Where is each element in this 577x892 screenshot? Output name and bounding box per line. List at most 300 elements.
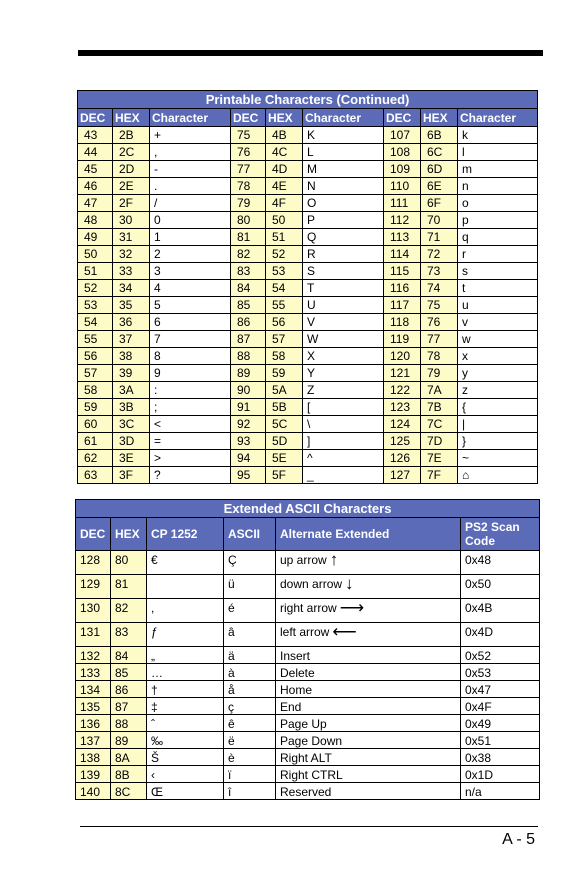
table-row — [78, 348, 538, 365]
cell-hex: 54 — [266, 280, 303, 297]
table-row — [78, 263, 538, 280]
table-row — [78, 161, 538, 178]
cell-dec: 108 — [384, 144, 421, 161]
cell-dec: 51 — [78, 263, 113, 280]
cell-char: q — [458, 229, 538, 246]
cell-char: / — [150, 195, 231, 212]
cell-char: 6 — [150, 314, 231, 331]
cell-dec: 79 — [231, 195, 266, 212]
table-row — [76, 647, 540, 664]
cell-char: r — [458, 246, 538, 263]
cell-hex: 3E — [113, 450, 150, 467]
cell-char: | — [458, 416, 538, 433]
cell-hex: 4E — [266, 178, 303, 195]
cell-dec: 55 — [78, 331, 113, 348]
top-rule — [78, 50, 543, 56]
cell-dec: 111 — [384, 195, 421, 212]
cell-hex: 82 — [111, 599, 147, 623]
cell-dec: 59 — [78, 399, 113, 416]
cell-hex: 8B — [111, 766, 147, 783]
cell-hex: 32 — [113, 246, 150, 263]
cell-dec: 88 — [231, 348, 266, 365]
cell-char: v — [458, 314, 538, 331]
cell-ps2: 0x50 — [461, 575, 540, 599]
table-row — [78, 450, 538, 467]
cell-ascii: ê — [224, 715, 276, 732]
cell-hex: 83 — [111, 623, 147, 647]
cell-dec: 62 — [78, 450, 113, 467]
arrow-icon: ↓ — [345, 574, 354, 593]
cell-ps2: 0x49 — [461, 715, 540, 732]
cell-hex: 85 — [111, 664, 147, 681]
cell-char: 9 — [150, 365, 231, 382]
cell-ascii: ü — [224, 575, 276, 599]
cell-alt — [276, 783, 461, 800]
cell-hex: 70 — [421, 212, 458, 229]
cell-char: + — [150, 127, 231, 144]
cell-cp1252: ‹ — [147, 766, 224, 783]
cell-dec: 49 — [78, 229, 113, 246]
cell-dec: 93 — [231, 433, 266, 450]
table-row — [76, 749, 540, 766]
cell-hex: 59 — [266, 365, 303, 382]
column-header-dec: DEC — [78, 109, 113, 127]
cell-hex: 5E — [266, 450, 303, 467]
cell-char: 1 — [150, 229, 231, 246]
cell-dec: 44 — [78, 144, 113, 161]
cell-dec: 56 — [78, 348, 113, 365]
alternate-extended-label: Home — [280, 683, 313, 697]
cell-ps2: 0x4F — [461, 698, 540, 715]
cell-dec: 46 — [78, 178, 113, 195]
alternate-extended-label: Right CTRL — [280, 768, 343, 782]
arrow-icon: ⟵ — [332, 622, 357, 641]
cell-alt — [276, 732, 461, 749]
column-header-hex: HEX — [266, 109, 303, 127]
cell-char: M — [303, 161, 384, 178]
column-header-alternate-extended: Alternate Extended — [276, 518, 461, 551]
cell-alt — [276, 599, 461, 623]
cell-dec: 117 — [384, 297, 421, 314]
cell-ps2: 0x52 — [461, 647, 540, 664]
table-row — [78, 416, 538, 433]
cell-cp1252: ‰ — [147, 732, 224, 749]
cell-char: X — [303, 348, 384, 365]
cell-alt — [276, 623, 461, 647]
cell-hex: 71 — [421, 229, 458, 246]
cell-hex: 84 — [111, 647, 147, 664]
cell-hex: 3A — [113, 382, 150, 399]
cell-ps2: 0x4B — [461, 599, 540, 623]
cell-hex: 7D — [421, 433, 458, 450]
column-header-hex: HEX — [421, 109, 458, 127]
cell-cp1252: € — [147, 551, 224, 575]
table-row — [78, 178, 538, 195]
cell-dec: 127 — [384, 467, 421, 484]
cell-hex: 36 — [113, 314, 150, 331]
cell-hex: 78 — [421, 348, 458, 365]
cell-ascii: î — [224, 783, 276, 800]
cell-dec: 82 — [231, 246, 266, 263]
column-header-cp1252: CP 1252 — [147, 518, 224, 551]
cell-hex: 53 — [266, 263, 303, 280]
cell-dec: 126 — [384, 450, 421, 467]
cell-cp1252: Œ — [147, 783, 224, 800]
cell-char: y — [458, 365, 538, 382]
cell-hex: 5D — [266, 433, 303, 450]
cell-char: n — [458, 178, 538, 195]
cell-hex: 37 — [113, 331, 150, 348]
cell-char: _ — [303, 467, 384, 484]
cell-ps2: 0x1D — [461, 766, 540, 783]
alternate-extended-label: End — [280, 700, 302, 714]
cell-dec: 89 — [231, 365, 266, 382]
cell-char: t — [458, 280, 538, 297]
cell-char: [ — [303, 399, 384, 416]
extended-ascii-table — [75, 499, 540, 800]
cell-hex: 5A — [266, 382, 303, 399]
cell-char: : — [150, 382, 231, 399]
cell-dec: 54 — [78, 314, 113, 331]
alternate-extended-label: left arrow — [280, 625, 330, 639]
alternate-extended-label: Page Up — [280, 717, 327, 731]
cell-dec: 120 — [384, 348, 421, 365]
cell-char: 7 — [150, 331, 231, 348]
table-row — [78, 229, 538, 246]
cell-char: 0 — [150, 212, 231, 229]
cell-char: Y — [303, 365, 384, 382]
cell-hex: 2B — [113, 127, 150, 144]
cell-char: < — [150, 416, 231, 433]
column-header-ascii: ASCII — [224, 518, 276, 551]
cell-ps2: 0x48 — [461, 551, 540, 575]
cell-hex: 89 — [111, 732, 147, 749]
cell-hex: 7A — [421, 382, 458, 399]
table-row — [76, 766, 540, 783]
cell-dec: 77 — [231, 161, 266, 178]
cell-ascii: Ç — [224, 551, 276, 575]
cell-ps2: n/a — [461, 783, 540, 800]
table-row — [76, 623, 540, 647]
cell-char: 4 — [150, 280, 231, 297]
cell-alt — [276, 551, 461, 575]
cell-cp1252: Š — [147, 749, 224, 766]
cell-hex: 3F — [113, 467, 150, 484]
cell-char: S — [303, 263, 384, 280]
cell-hex: 4C — [266, 144, 303, 161]
column-header-hex: HEX — [113, 109, 150, 127]
cell-hex: 7C — [421, 416, 458, 433]
cell-hex: 88 — [111, 715, 147, 732]
cell-dec: 128 — [76, 551, 111, 575]
cell-char: P — [303, 212, 384, 229]
cell-char: m — [458, 161, 538, 178]
cell-ps2: 0x51 — [461, 732, 540, 749]
cell-dec: 122 — [384, 382, 421, 399]
cell-dec: 78 — [231, 178, 266, 195]
cell-alt — [276, 681, 461, 698]
cell-hex: 5B — [266, 399, 303, 416]
cell-ascii: é — [224, 599, 276, 623]
table-row — [78, 399, 538, 416]
cell-hex: 30 — [113, 212, 150, 229]
cell-char: ^ — [303, 450, 384, 467]
column-header-hex: HEX — [111, 518, 147, 551]
table-row — [78, 246, 538, 263]
arrow-icon: ↑ — [329, 550, 339, 569]
cell-hex: 4D — [266, 161, 303, 178]
cell-dec: 140 — [76, 783, 111, 800]
cell-char: o — [458, 195, 538, 212]
cell-hex: 76 — [421, 314, 458, 331]
cell-char: s — [458, 263, 538, 280]
cell-alt — [276, 698, 461, 715]
cell-hex: 3D — [113, 433, 150, 450]
cell-char: ⌂ — [458, 467, 538, 484]
cell-char: ] — [303, 433, 384, 450]
cell-char: } — [458, 433, 538, 450]
cell-dec: 139 — [76, 766, 111, 783]
cell-alt — [276, 749, 461, 766]
cell-hex: 6E — [421, 178, 458, 195]
cell-alt — [276, 664, 461, 681]
cell-dec: 133 — [76, 664, 111, 681]
cell-dec: 91 — [231, 399, 266, 416]
cell-hex: 77 — [421, 331, 458, 348]
cell-dec: 80 — [231, 212, 266, 229]
cell-char: V — [303, 314, 384, 331]
table-row — [78, 433, 538, 450]
cell-hex: 6F — [421, 195, 458, 212]
cell-char: ~ — [458, 450, 538, 467]
column-header-dec: DEC — [76, 518, 111, 551]
cell-char: K — [303, 127, 384, 144]
cell-dec: 135 — [76, 698, 111, 715]
cell-char: w — [458, 331, 538, 348]
alternate-extended-label: down arrow — [280, 577, 343, 591]
alternate-extended-label: Delete — [280, 666, 315, 680]
column-header-character: Character — [458, 109, 538, 127]
table-row — [78, 144, 538, 161]
cell-hex: 73 — [421, 263, 458, 280]
cell-dec: 123 — [384, 399, 421, 416]
table-row — [78, 212, 538, 229]
cell-char: { — [458, 399, 538, 416]
cell-ascii: ë — [224, 732, 276, 749]
cell-alt — [276, 647, 461, 664]
cell-char: x — [458, 348, 538, 365]
cell-hex: 35 — [113, 297, 150, 314]
cell-hex: 52 — [266, 246, 303, 263]
cell-char: = — [150, 433, 231, 450]
cell-dec: 136 — [76, 715, 111, 732]
cell-hex: 3B — [113, 399, 150, 416]
cell-cp1252: ‡ — [147, 698, 224, 715]
table-row — [76, 551, 540, 575]
cell-hex: 4F — [266, 195, 303, 212]
cell-dec: 114 — [384, 246, 421, 263]
cell-dec: 75 — [231, 127, 266, 144]
cell-hex: 8C — [111, 783, 147, 800]
cell-ps2: 0x38 — [461, 749, 540, 766]
cell-hex: 87 — [111, 698, 147, 715]
cell-dec: 115 — [384, 263, 421, 280]
cell-dec: 94 — [231, 450, 266, 467]
cell-hex: 58 — [266, 348, 303, 365]
cell-dec: 116 — [384, 280, 421, 297]
cell-cp1252: † — [147, 681, 224, 698]
arrow-icon: ⟶ — [339, 598, 365, 617]
cell-char: \ — [303, 416, 384, 433]
alternate-extended-label: up arrow — [280, 553, 327, 567]
cell-cp1252: … — [147, 664, 224, 681]
cell-hex: 51 — [266, 229, 303, 246]
cell-hex: 2E — [113, 178, 150, 195]
cell-dec: 118 — [384, 314, 421, 331]
cell-char: U — [303, 297, 384, 314]
table-row — [78, 314, 538, 331]
table-row — [78, 127, 538, 144]
cell-ascii: å — [224, 681, 276, 698]
cell-char: z — [458, 382, 538, 399]
cell-cp1252: , — [147, 599, 224, 623]
cell-char: l — [458, 144, 538, 161]
cell-hex: 72 — [421, 246, 458, 263]
cell-char: L — [303, 144, 384, 161]
cell-dec: 61 — [78, 433, 113, 450]
cell-dec: 138 — [76, 749, 111, 766]
cell-cp1252 — [147, 575, 224, 599]
cell-hex: 74 — [421, 280, 458, 297]
cell-char: 8 — [150, 348, 231, 365]
cell-dec: 110 — [384, 178, 421, 195]
column-header-character: Character — [150, 109, 231, 127]
cell-char: 3 — [150, 263, 231, 280]
cell-hex: 75 — [421, 297, 458, 314]
table-row — [76, 681, 540, 698]
cell-char: u — [458, 297, 538, 314]
cell-hex: 33 — [113, 263, 150, 280]
cell-cp1252: „ — [147, 647, 224, 664]
cell-dec: 109 — [384, 161, 421, 178]
cell-hex: 80 — [111, 551, 147, 575]
cell-dec: 53 — [78, 297, 113, 314]
cell-dec: 134 — [76, 681, 111, 698]
cell-dec: 57 — [78, 365, 113, 382]
cell-dec: 92 — [231, 416, 266, 433]
page-number: A - 5 — [502, 831, 535, 848]
cell-dec: 83 — [231, 263, 266, 280]
cell-dec: 48 — [78, 212, 113, 229]
cell-char: T — [303, 280, 384, 297]
cell-ascii: ç — [224, 698, 276, 715]
cell-ascii: â — [224, 623, 276, 647]
alternate-extended-label: right arrow — [280, 601, 337, 615]
table-row — [76, 575, 540, 599]
cell-hex: 3C — [113, 416, 150, 433]
cell-dec: 63 — [78, 467, 113, 484]
cell-dec: 112 — [384, 212, 421, 229]
cell-char: O — [303, 195, 384, 212]
cell-dec: 87 — [231, 331, 266, 348]
table-row — [76, 698, 540, 715]
cell-hex: 55 — [266, 297, 303, 314]
cell-char: W — [303, 331, 384, 348]
cell-hex: 2C — [113, 144, 150, 161]
cell-char: R — [303, 246, 384, 263]
table-row — [76, 664, 540, 681]
cell-hex: 6C — [421, 144, 458, 161]
cell-char: Z — [303, 382, 384, 399]
cell-dec: 95 — [231, 467, 266, 484]
column-header-character: Character — [303, 109, 384, 127]
cell-dec: 107 — [384, 127, 421, 144]
cell-hex: 6B — [421, 127, 458, 144]
table-row — [78, 195, 538, 212]
cell-char: - — [150, 161, 231, 178]
cell-char: N — [303, 178, 384, 195]
cell-hex: 86 — [111, 681, 147, 698]
cell-dec: 137 — [76, 732, 111, 749]
table-row — [76, 599, 540, 623]
cell-dec: 132 — [76, 647, 111, 664]
table-row — [78, 467, 538, 484]
cell-dec: 85 — [231, 297, 266, 314]
table-row — [78, 365, 538, 382]
cell-dec: 121 — [384, 365, 421, 382]
alternate-extended-label: Page Down — [280, 734, 343, 748]
cell-dec: 119 — [384, 331, 421, 348]
table-row — [76, 715, 540, 732]
cell-ascii: ï — [224, 766, 276, 783]
cell-hex: 57 — [266, 331, 303, 348]
cell-char: ; — [150, 399, 231, 416]
cell-dec: 52 — [78, 280, 113, 297]
cell-dec: 58 — [78, 382, 113, 399]
table-row — [76, 732, 540, 749]
table-title: Printable Characters (Continued) — [78, 91, 538, 109]
bottom-rule — [80, 826, 538, 827]
cell-ascii: ä — [224, 647, 276, 664]
cell-alt — [276, 575, 461, 599]
cell-char: k — [458, 127, 538, 144]
cell-dec: 131 — [76, 623, 111, 647]
cell-ps2: 0x4D — [461, 623, 540, 647]
cell-hex: 2F — [113, 195, 150, 212]
cell-char: Q — [303, 229, 384, 246]
cell-char: > — [150, 450, 231, 467]
cell-hex: 7B — [421, 399, 458, 416]
cell-hex: 81 — [111, 575, 147, 599]
cell-hex: 5C — [266, 416, 303, 433]
cell-hex: 50 — [266, 212, 303, 229]
cell-dec: 84 — [231, 280, 266, 297]
cell-dec: 113 — [384, 229, 421, 246]
column-header-ps2-scan-code: PS2 Scan Code — [461, 518, 540, 551]
cell-hex: 6D — [421, 161, 458, 178]
cell-hex: 34 — [113, 280, 150, 297]
cell-dec: 76 — [231, 144, 266, 161]
cell-dec: 124 — [384, 416, 421, 433]
cell-char: ? — [150, 467, 231, 484]
cell-cp1252: ˆ — [147, 715, 224, 732]
alternate-extended-label: Reserved — [280, 785, 332, 799]
cell-hex: 7E — [421, 450, 458, 467]
cell-char: 2 — [150, 246, 231, 263]
cell-ps2: 0x53 — [461, 664, 540, 681]
table-title: Extended ASCII Characters — [76, 500, 540, 518]
column-header-dec: DEC — [231, 109, 266, 127]
